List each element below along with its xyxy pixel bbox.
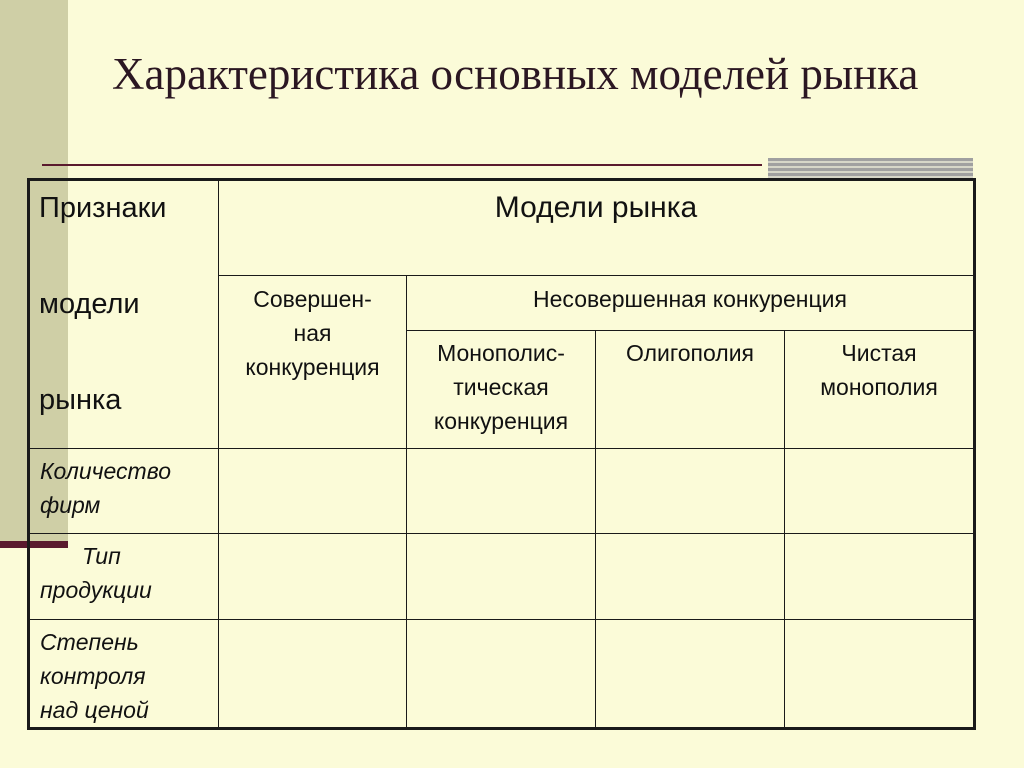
table-cell	[596, 449, 785, 534]
table-cell	[407, 534, 596, 620]
pure-monopoly-header	[785, 331, 975, 449]
slide-title: Характеристика основных моделей рынка	[112, 49, 919, 99]
models-header-cell: Модели рынка	[219, 180, 975, 276]
table-cell	[219, 534, 407, 620]
features-line: Признаки	[39, 192, 167, 224]
header-line: Совершен-	[253, 286, 372, 312]
row-label-product-type	[29, 534, 219, 620]
title-underline	[42, 164, 762, 166]
header-line: ная	[293, 320, 332, 346]
table-cell	[785, 620, 975, 729]
table-cell	[407, 620, 596, 729]
monopolistic-competition-header	[407, 331, 596, 449]
table-header-row-1	[29, 180, 975, 276]
header-line: Монополис-	[437, 340, 565, 366]
row-label-line: Количество	[40, 458, 171, 484]
header-line: Олигополия	[625, 340, 755, 366]
row-label-line: Тип	[82, 543, 121, 569]
table-cell	[785, 534, 975, 620]
table-cell	[407, 449, 596, 534]
imperfect-competition-header: Несовершенная конкуренция	[407, 276, 975, 331]
table-row	[29, 534, 975, 620]
row-label-line: продукции	[40, 577, 152, 603]
header-line: тическая	[453, 374, 549, 400]
table-row	[29, 620, 975, 729]
header-line: конкуренция	[245, 354, 380, 380]
features-header-cell	[29, 180, 219, 449]
table-cell	[785, 449, 975, 534]
table-cell	[219, 620, 407, 729]
row-label-line: фирм	[40, 492, 101, 518]
oligopoly-header	[596, 331, 785, 449]
table-cell	[596, 534, 785, 620]
market-models-table	[27, 178, 976, 730]
features-line: рынка	[39, 384, 122, 416]
row-label-line: над ценой	[40, 697, 149, 723]
decorative-rule-block	[768, 158, 973, 178]
features-line: модели	[39, 288, 140, 320]
header-line: конкуренция	[433, 408, 569, 434]
row-label-price-control	[29, 620, 219, 729]
table-row	[29, 449, 975, 534]
perfect-competition-header	[219, 276, 407, 449]
row-label-firms-count	[29, 449, 219, 534]
row-label-line: Степень	[40, 629, 139, 655]
header-line: монополия	[820, 374, 938, 400]
header-line: Чистая	[841, 340, 917, 366]
table-cell	[596, 620, 785, 729]
table-cell	[219, 449, 407, 534]
row-label-line: контроля	[40, 663, 146, 689]
